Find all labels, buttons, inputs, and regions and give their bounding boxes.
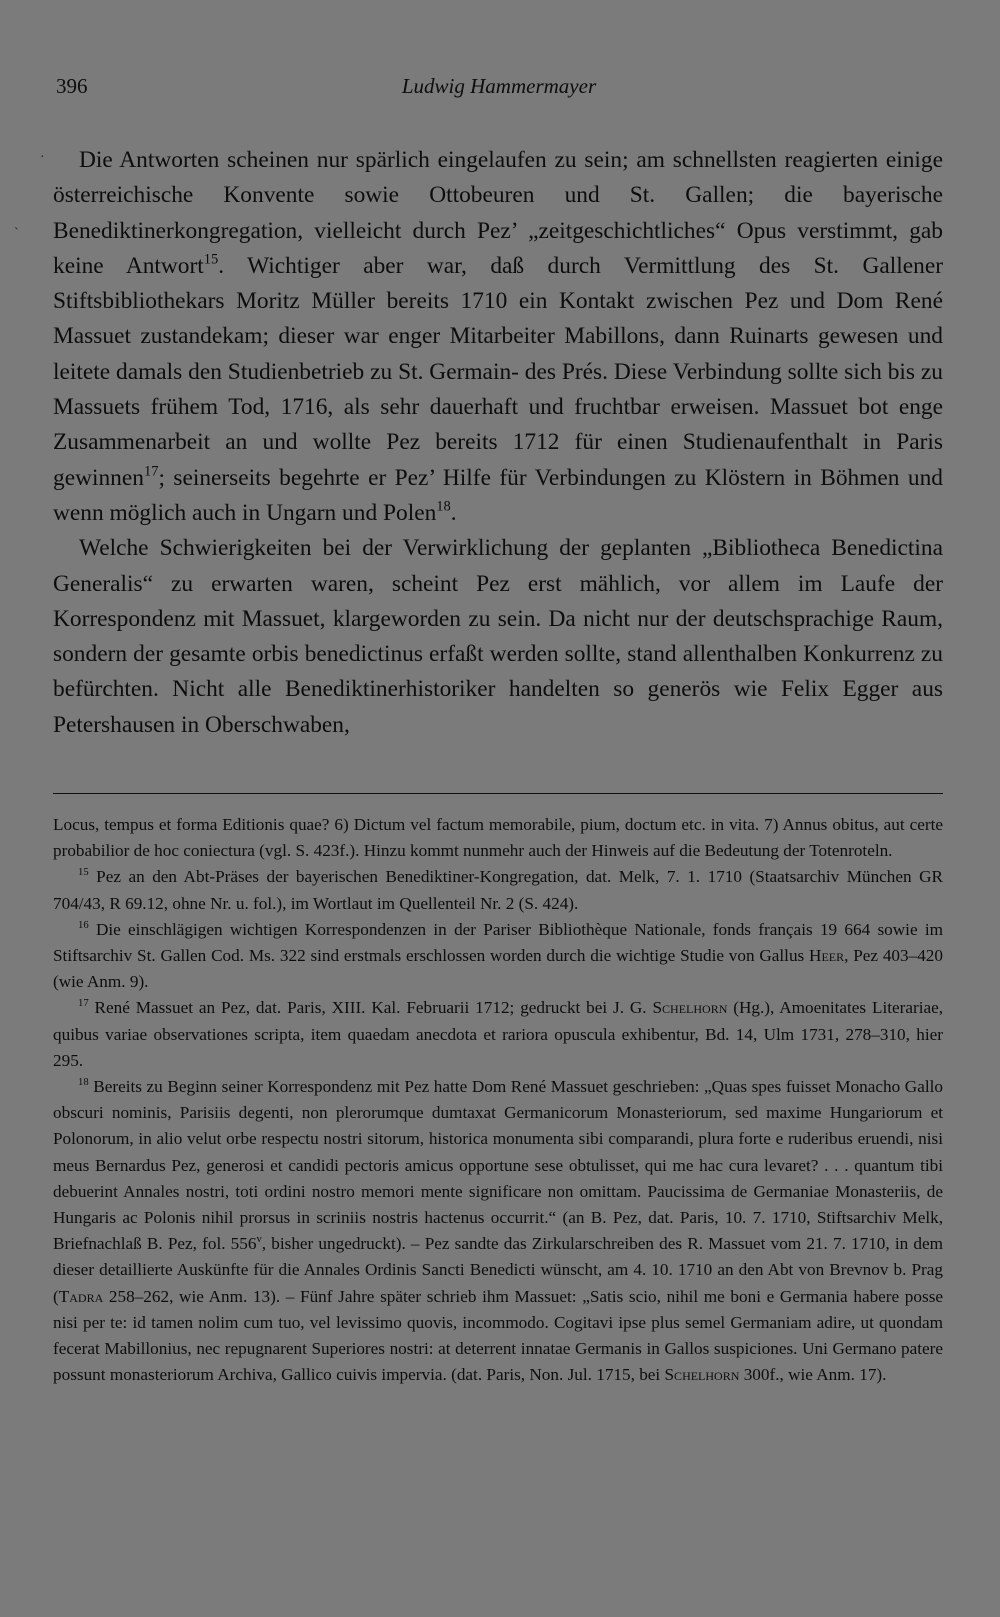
margin-mark: ` <box>14 226 19 241</box>
footnote-ref: 17 <box>143 463 159 480</box>
author-name: Heer <box>809 946 845 966</box>
footnote-continuation: Locus, tempus et forma Editionis quae? 6) Dictum vel factum memorabile, pium, doctum etc. in vita. 7) Annus obitus, aut certe probabilior de hoc coniectura (vgl. S. 423f.). Hinzu kommt nunmehr auch der Hinweis auf die Bedeutung der Totenroteln. <box>53 815 943 861</box>
footnote-number: 16 <box>78 919 89 931</box>
footnote-divider <box>53 793 943 794</box>
footnote-ref: 15 <box>203 251 219 268</box>
author-name: Schelhorn <box>664 1365 740 1385</box>
author-name: Schelhorn <box>652 998 728 1018</box>
body-text <box>53 143 943 743</box>
author-name: Tadra <box>58 1286 104 1306</box>
footnote-number: 15 <box>78 867 89 879</box>
footnote: $^{18}$ Bereits zu Beginn seiner Korrespondenz mit Pez hatte Dom René Massuet geschrieben: „Quas spes fuisset Monacho Gallo obscuri nominis, Parisiis degenti, non plerorumque dumtaxat Germanicorum Monasteriorum, sed maxime Hungariorum et Polonorum, in alio velut orbe respectu nostri sitorum, historica monumenta sibi comparandi, plura forte e ruderibus eruendi, nisi meus Bernardus Pez, generosi et candidi pectoris amicus opportune sese obtulisset, qui me hac cura levaret? . . . quantum tibi debuerint Annales nostri, toti ordini nostro memori mente significare non omittam. Paucissima de Germaniae Monasteriis, de Hungaris ac Polonis nihil prorsus in scriniis nostris hactenus occurrit.“ (an B. Pez, dat. Paris, 10. 7. 1710, Stiftsarchiv Melk, Briefnachlaß B. Pez, fol. 556$^v$, bisher ungedruckt). – Pez sandte das Zirkularschreiben des R. Massuet vom 21. 7. 1710, in dem dieser detaillierte Auskünfte für die Annales Ordinis Sancti Benedicti wünscht, am 4. 10. 1710 an den Abt von Brevnov b. Prag (Tadra 258–262, wie Anm. 13). – Fünf Jahre später schrieb ihm Massuet: „Satis scio, nihil me boni e Germania habere posse nisi per te: id tamen nolim cum tuo, vel levissimo quovis, incommodo. Cogitavi ipse plus semel Germaniam adire, ut quondam fecerat Mabillonius, nec repugnarent Superiores nostri: at deterrent innatae Germanis in Gallos suspiciones. Uni Germano patere possunt monasteriorum Archiva, Gallico cuivis impervia. (dat. Paris, Non. Jul. 1715, bei Schelhorn 300f., wie Anm. 17). <box>53 1077 944 1385</box>
footnote: $^{16}$ Die einschlägigen wichtigen Korrespondenzen in der Pariser Bibliothèque Nationale, fonds français 19 664 sowie im Stiftsarchiv St. Gallen Cod. Ms. 322 sind erstmals erschlossen worden durch die wichtige Studie von Gallus Heer, Pez 403–420 (wie Anm. 9). <box>53 919 944 992</box>
footnote: $^{17}$ René Massuet an Pez, dat. Paris, XIII. Kal. Februarii 1712; gedruckt bei J. G. Schelhorn (Hg.), Amoenitates Literariae, quibus variae observationes scripta, item quaedam anecdota et rariora opuscula exhibentur, Bd. 14, Ulm 1731, 278–310, hier 295. <box>53 998 944 1070</box>
page-header <box>53 74 945 106</box>
footnotes <box>53 812 943 1388</box>
margin-mark: · <box>40 150 45 165</box>
footnote-ref: 18 <box>436 498 451 515</box>
running-head: Ludwig Hammermayer <box>401 74 597 98</box>
footnote-number: 18 <box>78 1077 89 1089</box>
folio-verso-mark: v <box>256 1234 262 1246</box>
body-paragraph: Welche Schwierigkeiten bei der Verwirklichung der geplanten „Bibliotheca Benedictina Generalis“ zu erwarten waren, scheint Pez erst mählich, vor allem im Laufe der Korrespondenz mit Massuet, klargeworden zu sein. Da nicht nur der deutschsprachige Raum, sondern der gesamte orbis benedictinus erfaßt werden sollte, stand allenthalben Konkurrenz zu befürchten. Nicht alle Benediktinerhistoriker handelten so generös wie Felix Egger aus Petershausen in Oberschwaben, <box>53 535 943 738</box>
footnote-number: 17 <box>78 998 89 1010</box>
footnote: $^{15}$ Pez an den Abt-Präses der bayerischen Benediktiner-Kongregation, dat. Melk, 7. 1. 1710 (Staatsarchiv München GR 704/43, R 69.12, ohne Nr. u. fol.), im Wortlaut im Quellenteil Nr. 2 (S. 424). <box>53 867 943 913</box>
page-number: 396 <box>56 74 88 98</box>
body-paragraph: Die Antworten scheinen nur spärlich eingelaufen zu sein; am schnellsten reagierten einige österreichische Konvente sowie Ottobeuren und St. Gallen; die bayerische Benediktinerkongregation, vielleicht durch Pez’ „zeitgeschichtliches“ Opus verstimmt, gab keine Antwort$^{15}$. Wichtiger aber war, daß durch Vermittlung des St. Gallener Stiftsbibliothekars Moritz Müller bereits 1710 ein Kontakt zwischen Pez und Dom René Massuet zustandekam; dieser war enger Mitarbeiter Mabillons, dann Ruinarts gewesen und leitete damals den Studienbetrieb zu St. Germain- des Prés. Diese Verbindung sollte sich bis zu Massuets frühem Tod, 1716, als sehr dauerhaft und fruchtbar erweisen. Massuet bot enge Zusammenarbeit an und wollte Pez bereits 1712 für einen Studienaufenthalt in Paris gewinnen$^{17}$; seinerseits begehrte er Pez’ Hilfe für Verbindungen zu Klöstern in Böhmen und wenn möglich auch in Ungarn und Polen$^{18}$. <box>53 147 943 526</box>
